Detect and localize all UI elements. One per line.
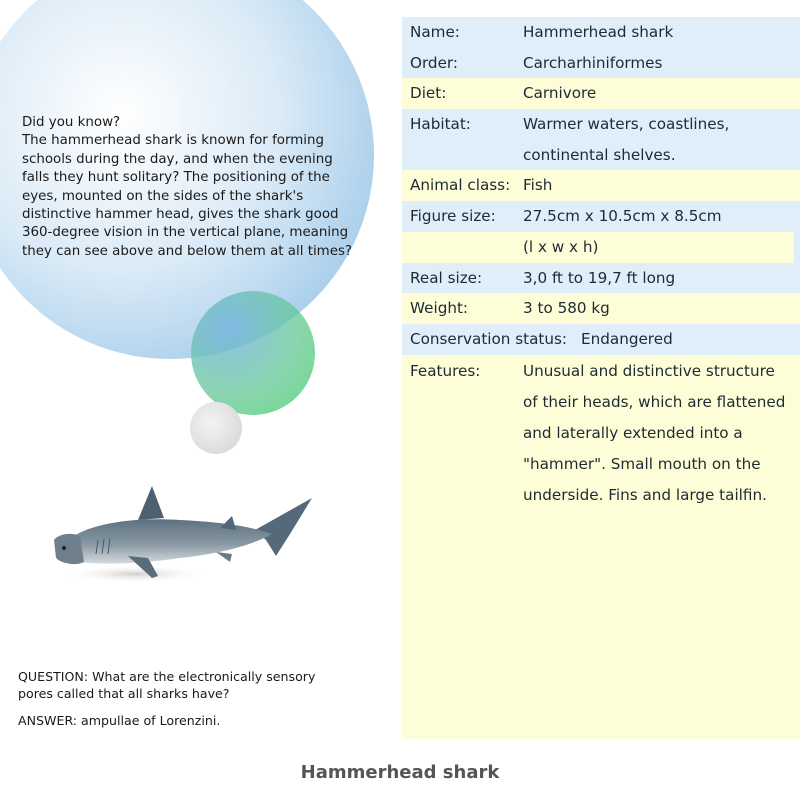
info-row-weight: [402, 293, 800, 324]
info-value: Carnivore: [523, 84, 597, 103]
info-label: Order:: [410, 53, 459, 72]
info-row-features: [402, 355, 800, 512]
info-value: Hammerhead shark: [523, 23, 674, 41]
info-value: [523, 109, 800, 170]
info-value: 3 to 580 kg: [523, 299, 610, 318]
info-value-line: and laterally extended into a: [523, 424, 743, 443]
info-value: Endangered: [581, 329, 673, 348]
info-value: [523, 201, 800, 262]
info-label: Diet:: [410, 84, 447, 103]
did-you-know-text: [22, 114, 372, 261]
did-you-know-heading: Did you know?: [22, 115, 121, 130]
did-you-know-line: The hammerhead shark is known for forming: [22, 133, 325, 149]
info-value-line: (l x w x h): [402, 232, 794, 263]
info-row-real-size: [402, 263, 800, 294]
answer: ANSWER: ampullae of Lorenzini.: [18, 713, 221, 728]
info-value: Fish: [523, 176, 553, 195]
info-row-diet: [402, 78, 800, 109]
thought-bubble-small: [190, 402, 242, 454]
info-table: [402, 17, 800, 739]
info-value-line: 27.5cm x 10.5cm x 8.5cm: [523, 207, 722, 226]
did-you-know-line: 360-degree vision in the vertical plane, meaning: [22, 225, 349, 241]
info-row-order: [402, 48, 800, 79]
question-answer: [18, 668, 388, 739]
info-value: Carcharhiniformes: [523, 53, 663, 72]
info-row-animal-class: [402, 170, 800, 201]
info-value: [523, 356, 800, 512]
shark-figure-image: [40, 478, 320, 588]
did-you-know-line: eyes, mounted on the sides of the shark's: [22, 188, 304, 204]
info-value-line: Warmer waters, coastlines,: [523, 115, 730, 134]
thought-bubble-medium: [191, 291, 315, 415]
info-row-conservation: [402, 324, 800, 355]
info-label: Features:: [410, 361, 481, 380]
info-row-habitat: [402, 109, 800, 170]
info-label: Weight:: [410, 299, 469, 318]
did-you-know-line: falls they hunt solitary? The positioning of the: [22, 170, 330, 186]
info-value-line: "hammer". Small mouth on the: [523, 455, 761, 474]
info-value-line: continental shelves.: [523, 145, 676, 164]
info-value-line: of their heads, which are flattened: [523, 392, 786, 411]
info-label: Animal class:: [410, 176, 511, 195]
info-row-figure-size: [402, 201, 800, 262]
info-label: Real size:: [410, 268, 483, 287]
did-you-know-line: distinctive hammer head, gives the shark good: [22, 207, 339, 223]
info-value-line: underside. Fins and large tailfin.: [523, 486, 767, 505]
info-label: Name:: [410, 23, 460, 41]
question-line: pores called that all sharks have?: [18, 686, 230, 701]
question: [18, 668, 388, 702]
info-value-line: Unusual and distinctive structure: [523, 361, 775, 380]
did-you-know-line: schools during the day, and when the evening: [22, 151, 333, 167]
info-value: 3,0 ft to 19,7 ft long: [523, 268, 676, 287]
info-label: Habitat:: [410, 115, 471, 134]
info-label: Conservation status:: [410, 329, 568, 348]
caption: Hammerhead shark: [300, 762, 500, 783]
info-row-name: [402, 17, 800, 48]
did-you-know-line: they can see above and below them at all times?: [22, 243, 353, 259]
info-label: Figure size:: [410, 207, 496, 226]
question-line: QUESTION: What are the electronically sensory: [18, 669, 316, 684]
